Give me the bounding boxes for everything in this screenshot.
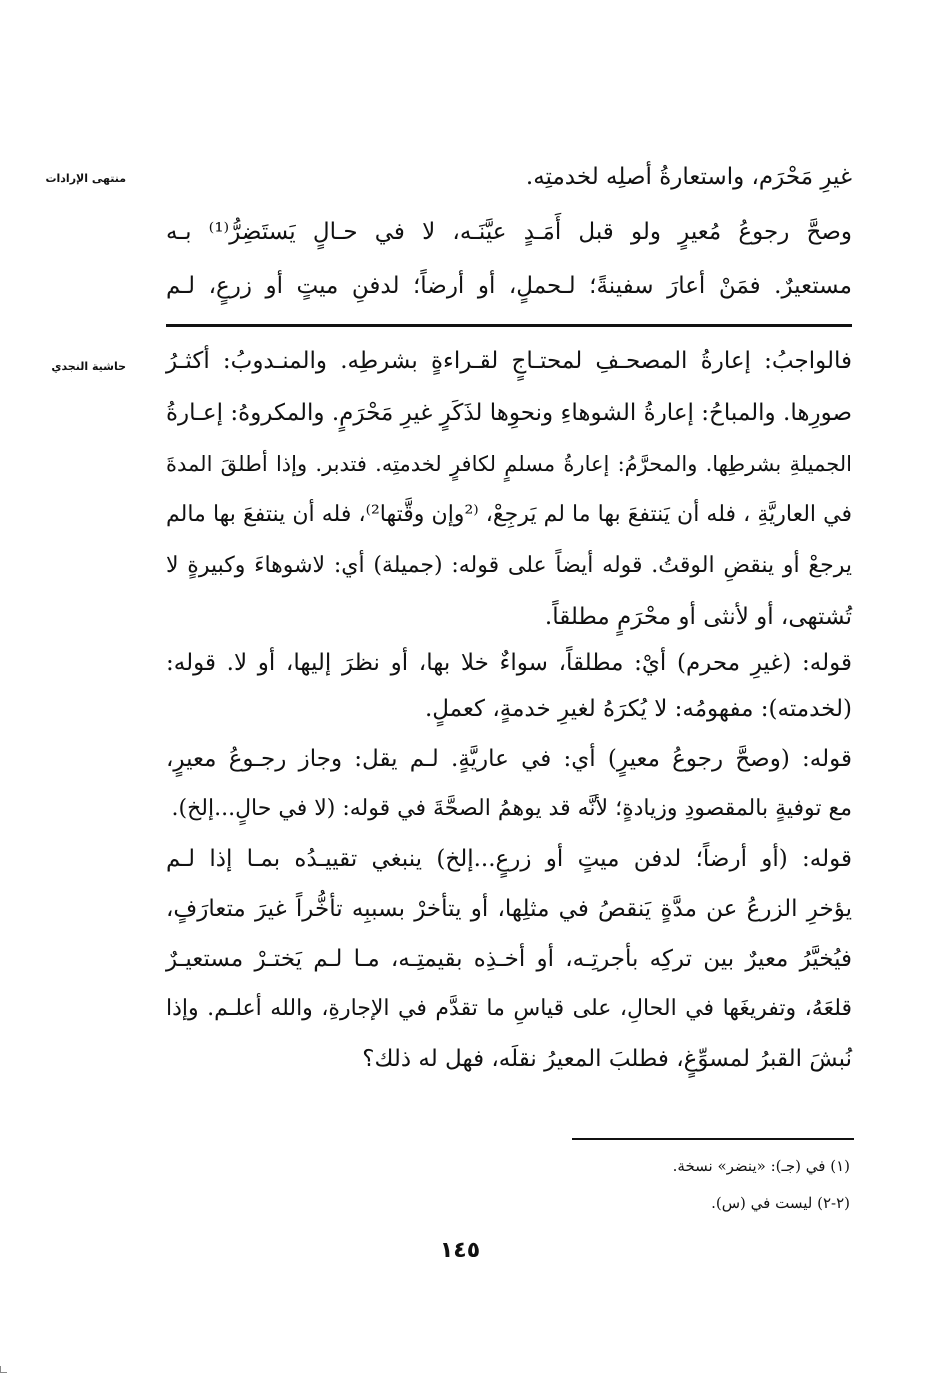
main-text-divider: [166, 324, 852, 327]
footnote: (٢-٢) ليست في (س).: [711, 1194, 850, 1212]
page-number: ١٤٥: [439, 1238, 481, 1263]
commentary-line: تُشتهى، أو لأنثى أو محْرَمٍ مطلقاً.: [544, 604, 852, 630]
main-text-block: [166, 162, 852, 302]
footnote-divider: [572, 1138, 854, 1140]
commentary-line: قلعَهُ، وتفريغَها في الحالِ، على قياسِ ما تقدَّم في الإجارةِ، والله أعلـم. وإذا: [166, 996, 852, 1021]
main-text-line: غيرِ مَحْرَم، واستعارةُ أصلِه لخدمتِه.: [525, 164, 852, 190]
commentary-line: (لخدمته): مفهومُه: لا يُكرَهُ لغيرِ خدمةٍ، كعملٍ.: [424, 696, 852, 722]
commentary-line: في العاريَّةِ ، فله أن يَنتفعَ بها ما لم يَرجِعْ، ⁽²وإن وقَّتها²⁾، فله أن ينتفعَ بها مالم: [166, 502, 852, 527]
main-text-line: مستعيرٌ. فمَنْ أعارَ سفينةً؛ لـحملٍ، أو أرضاً؛ لدفنِ ميتٍ أو زرعٍ، لـم: [166, 273, 852, 299]
running-header-label: منتهى الإرادات: [45, 172, 126, 185]
commentary-line: الجميلةِ بشرطِها. والمحرَّمُ: إعارةُ مسلمٍ لكافرٍ لخدمتِه. فتدبر. وإذا أطلقَ المدةَ: [166, 452, 852, 476]
commentary-line: قوله: (أو أرضاً؛ لدفن ميتٍ أو زرعٍ...إلخ) ينبغي تقييـدُه بمـا إذا لـم: [166, 846, 852, 872]
commentary-line: قوله: (وصحَّ رجوعُ معيرٍ) أي: في عاريَّةٍ. لـم يقل: وجاز رجـوعُ معيرٍ،: [166, 746, 852, 772]
commentary-line: فيُخيَّرُ معيرٌ بين تركِه بأجرتِـه، أو أخـذِه بقيمتِـه، مـا لـم يَختـرْ مستعيـرٌ: [166, 946, 852, 972]
footnote: (١) في (جـ): «ينضر» نسخة.: [672, 1157, 850, 1175]
crop-mark: [0, 1366, 7, 1373]
commentary-line: مع توفيةٍ بالمقصودِ وزيادةٍ؛ لأنَّه قد يوهمُ الصحَّةَ في قوله: (لا في حالٍ...إلخ).: [171, 796, 852, 821]
commentary-margin-label: حاشية النجدي: [51, 360, 126, 373]
commentary-line: نُبشَ القبرُ لمسوِّغٍ، فطلبَ المعيرُ نقلَه، فهل له ذلك؟: [362, 1046, 852, 1072]
commentary-line: فالواجبُ: إعارةُ المصحـفِ لمحتـاجٍ لقـراءةٍ بشرطِه. والمنـدوبُ: أكثـرُ: [166, 348, 852, 374]
commentary-block: [166, 346, 852, 1106]
commentary-line: صورِها. والمباحُ: إعارةُ الشوهاءِ ونحوِها لذَكَرٍ غيرِ مَحْرَمٍ. والمكروهُ: إعـارةُ: [166, 400, 852, 426]
main-text-line: وصحَّ رجوعُ مُعيرٍ ولو قبل أَمَـدٍ عيَّنَـه، لا في حـالٍ يَستَضِرُّ⁽¹⁾ بـه: [166, 219, 852, 245]
commentary-line: قوله: (غيرِ محرم) أيْ: مطلقاً، سواءٌ خلا بها، أو نظرَ إليها، أو لا. قوله:: [166, 650, 852, 676]
commentary-line: يؤخرِ الزرعُ عن مدَّةٍ يَنقصُ في مثلِها، أو يتأخرْ بسببِه تأخُّراً غيرَ متعارَفٍ،: [166, 896, 852, 922]
commentary-line: يرجعْ أو ينقضِ الوقتُ. قوله أيضاً على قوله: (جميلة) أي: لاشوهاءَ وكبيرةٍ لا: [166, 553, 852, 578]
